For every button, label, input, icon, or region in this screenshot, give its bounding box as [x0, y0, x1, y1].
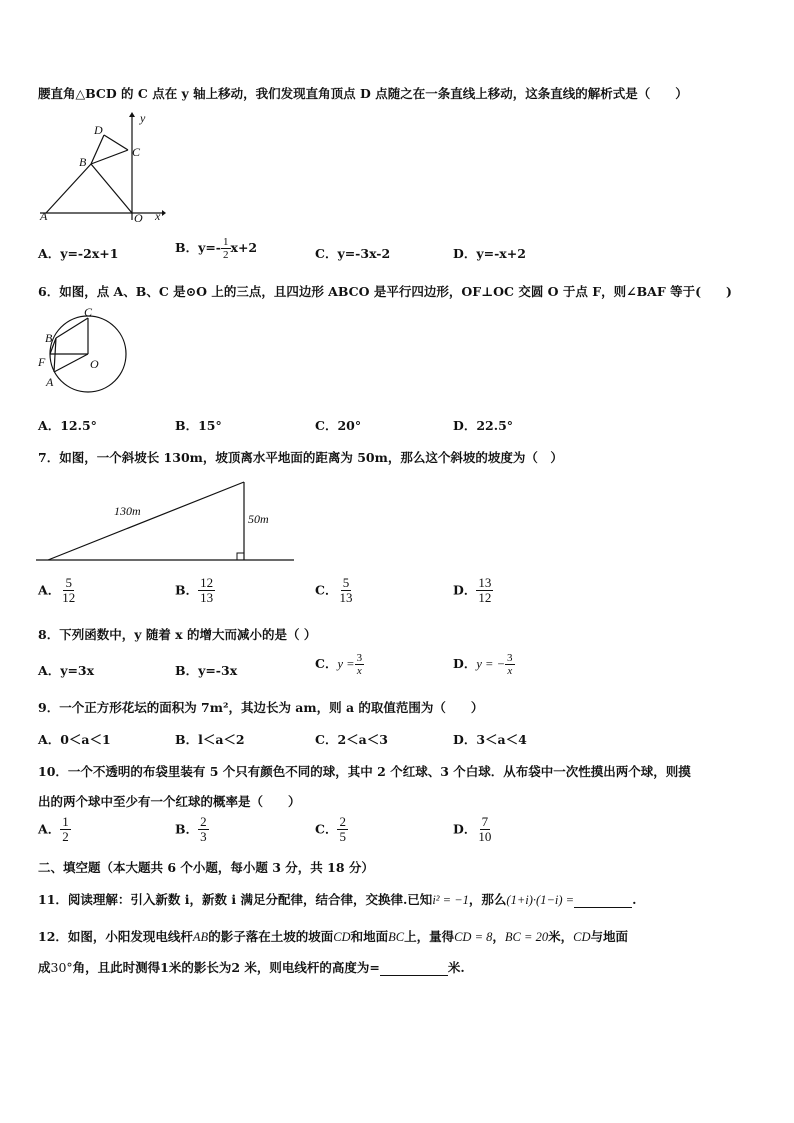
q6-stem: 6．如图，点 A、B、C 是⊙O 上的三点，且四边形 ABCO 是平行四边形，OF⊥OC 交圆 O 于点 F，则∠BAF 等于( ) [38, 284, 732, 299]
q5-stem: 腰直角△BCD 的 C 点在 y 轴上移动，我们发现直角顶点 D 点随之在一条直线上移动，这条直线的解析式是（ ） [38, 86, 688, 101]
q7-option-d: D． $\frac{13}{12}$ [453, 575, 492, 606]
q7-stem: 7．如图，一个斜坡长 130m，坡顶离水平地面的距离为 50m，那么这个斜坡的坡度为（ ） [38, 450, 563, 465]
q5-label-y: y [140, 111, 146, 125]
q7-option-b: B． $\frac{12}{13}$ [175, 575, 214, 606]
q5-option-b: B．y=- $\frac{1}{2}$ x+2 [175, 236, 258, 262]
section-heading: 二、填空题（本大题共 6 个小题，每小题 3 分，共 18 分） [38, 860, 374, 875]
q11-stem: 11．阅读理解：引入新数 i，新数 i 满足分配律，结合律，交换律.已知i² = −1，那么(1+i)·(1−i) = . [38, 892, 637, 907]
q12-line1: 12．如图，小阳发现电线杆AB的影子落在土坡的坡面CD和地面BC上，量得CD = 8，BC = 20米，CD与地面 [38, 929, 628, 944]
q5-option-d: D．y=-x+2 [453, 246, 526, 261]
q6-option-b: B．15° [175, 418, 222, 433]
q8-stem: 8．下列函数中，y 随着 x 的增大而减小的是（ ） [38, 627, 317, 642]
q6-label-O: O [90, 357, 99, 371]
q6-label-F: F [38, 355, 46, 369]
q5-label-B: B [79, 155, 87, 169]
q7-option-c: C． $\frac{5}{13}$ [315, 575, 353, 606]
q8-option-b: B．y=-3x [175, 663, 238, 678]
q10-option-a: A． $\frac{1}{2}$ [38, 814, 69, 845]
q5-figure [36, 112, 166, 224]
q6-label-B: B [45, 331, 53, 345]
q12-line2: 成30°角，且此时测得1米的影长为2 米，则电线杆的高度为= 米. [38, 960, 465, 975]
q5-label-x: x [155, 209, 161, 223]
q8-option-c: C．y = $\frac{3}{x}$ [315, 652, 363, 678]
q5-option-c: C．y=-3x-2 [315, 246, 391, 261]
q12-answer-blank[interactable] [380, 963, 448, 976]
q9-option-c: C．2＜a＜3 [315, 732, 388, 747]
q10-option-c: C． $\frac{2}{5}$ [315, 814, 346, 845]
q7-figure [36, 478, 296, 568]
q10-option-d: D． $\frac{7}{10}$ [453, 814, 492, 845]
q5-label-D: D [94, 123, 103, 137]
q9-option-b: B．l＜a＜2 [175, 732, 245, 747]
q6-label-A: A [46, 375, 54, 389]
q6-label-C: C [84, 305, 93, 319]
q8-option-a: A．y=3x [38, 663, 95, 678]
q5-option-a: A．y=-2x+1 [38, 246, 119, 261]
q10-stem-line2: 出的两个球中至少有一个红球的概率是（ ） [38, 794, 301, 809]
q5-label-A: A [40, 209, 48, 223]
q7-label-hyp: 130m [114, 504, 141, 518]
q9-option-d: D．3＜a＜4 [453, 732, 527, 747]
q10-stem-line1: 10．一个不透明的布袋里装有 5 个只有颜色不同的球，其中 2 个红球、3 个白球．从布袋中一次性摸出两个球，则摸 [38, 764, 691, 779]
q6-option-d: D．22.5° [453, 418, 514, 433]
q6-figure [34, 305, 134, 392]
q9-option-a: A．0＜a＜1 [38, 732, 111, 747]
q9-stem: 9．一个正方形花坛的面积为 7m²，其边长为 am，则 a 的取值范围为（ ） [38, 700, 484, 715]
q10-option-b: B． $\frac{2}{3}$ [175, 814, 207, 845]
q11-answer-blank[interactable] [574, 895, 632, 908]
q6-option-c: C．20° [315, 418, 362, 433]
q7-label-height: 50m [248, 512, 269, 526]
q7-option-a: A． $\frac{5}{12}$ [38, 575, 76, 606]
q5-label-C: C [132, 145, 141, 159]
q6-option-a: A．12.5° [38, 418, 97, 433]
q5-label-O: O [134, 211, 143, 225]
q8-option-d: D．y = − $\frac{3}{x}$ [453, 652, 513, 678]
